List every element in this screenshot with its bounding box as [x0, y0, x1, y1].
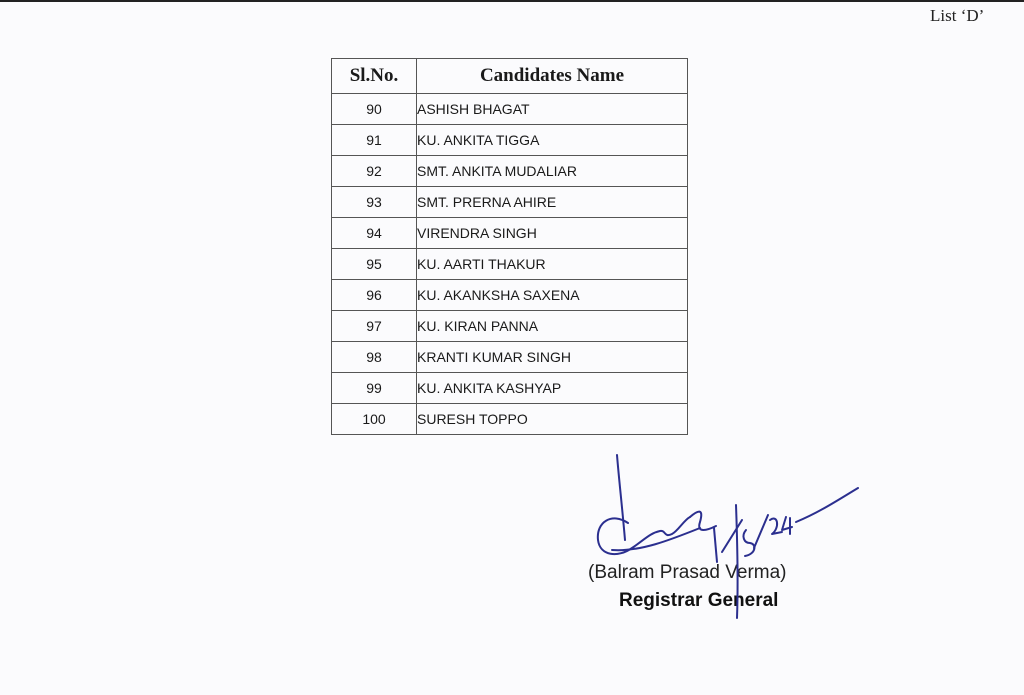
serial-number-cell: 96	[332, 280, 417, 311]
column-header-sl-no: Sl.No.	[332, 59, 417, 94]
serial-number-cell: 91	[332, 125, 417, 156]
signature-vertical-stroke	[617, 455, 625, 540]
list-label: List ‘D’	[930, 6, 985, 25]
signature-hook-stroke	[690, 512, 716, 530]
serial-number-cell: 92	[332, 156, 417, 187]
candidate-name-cell: SURESH TOPPO	[417, 404, 688, 435]
signatory-name: (Balram Prasad Verma)	[588, 562, 787, 583]
date-slash-two	[754, 515, 768, 548]
date-tail-stroke	[796, 488, 858, 522]
candidate-name-cell: VIRENDRA SINGH	[417, 218, 688, 249]
candidate-name-cell: ASHISH BHAGAT	[417, 94, 688, 125]
serial-number-cell: 90	[332, 94, 417, 125]
date-slash-one	[722, 520, 742, 552]
candidate-name-cell: KU. AARTI THAKUR	[417, 249, 688, 280]
candidate-name-cell: KU. ANKITA TIGGA	[417, 125, 688, 156]
serial-number-cell: 99	[332, 373, 417, 404]
candidate-name-cell: KU. KIRAN PANNA	[417, 311, 688, 342]
signature-strokes	[598, 455, 858, 618]
candidate-name-cell: KU. AKANKSHA SAXENA	[417, 280, 688, 311]
candidate-name-cell: KU. ANKITA KASHYAP	[417, 373, 688, 404]
serial-number-cell: 95	[332, 249, 417, 280]
column-header-candidate-name: Candidates Name	[417, 59, 688, 94]
signature-long-flourish	[736, 505, 738, 618]
candidate-name-cell: SMT. ANKITA MUDALIAR	[417, 156, 688, 187]
serial-number-cell: 94	[332, 218, 417, 249]
date-digit-one	[714, 528, 717, 562]
serial-number-cell: 93	[332, 187, 417, 218]
candidate-name-cell: KRANTI KUMAR SINGH	[417, 342, 688, 373]
candidate-name-cell: SMT. PRERNA AHIRE	[417, 187, 688, 218]
date-digit-five	[743, 530, 754, 556]
serial-number-cell: 97	[332, 311, 417, 342]
signatory-title: Registrar General	[619, 590, 779, 611]
serial-number-cell: 98	[332, 342, 417, 373]
date-digits-twenty-four	[770, 517, 792, 534]
serial-number-cell: 100	[332, 404, 417, 435]
signature-loop-stroke	[598, 517, 690, 554]
